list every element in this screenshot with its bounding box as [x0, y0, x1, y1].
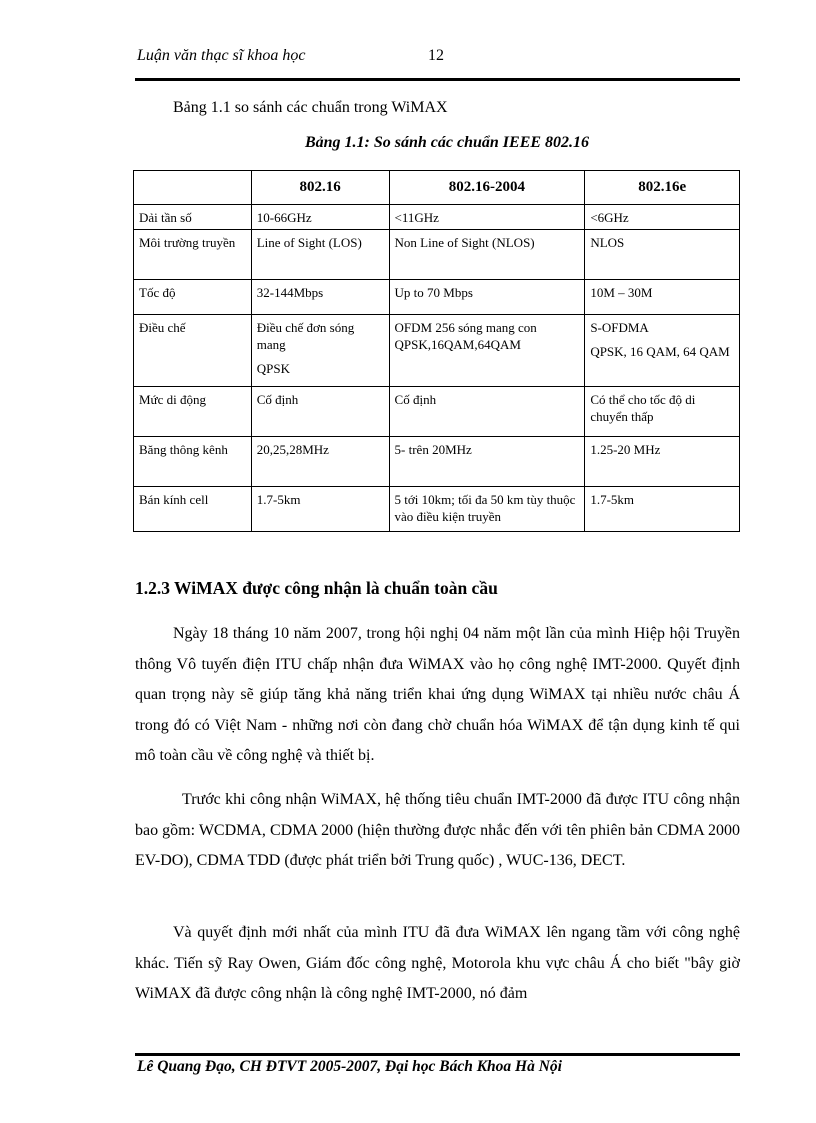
comparison-table: [133, 170, 740, 532]
table-row: [134, 387, 740, 437]
footer-divider: [135, 1053, 740, 1056]
table-header-row: [134, 171, 740, 205]
table-row: [134, 437, 740, 487]
table-cell: [251, 315, 389, 387]
table-cell: Băng thông kênh: [134, 437, 252, 487]
section-heading: 1.2.3 WiMAX được công nhận là chuẩn toàn cầu: [135, 578, 498, 598]
table-cell: Cố định: [389, 387, 585, 437]
table-cell: [585, 315, 740, 387]
table-cell: 32-144Mbps: [251, 280, 389, 315]
table-cell: Có thể cho tốc độ di chuyển thấp: [585, 387, 740, 437]
table-cell: 20,25,28MHz: [251, 437, 389, 487]
table-cell: 1.7-5km: [585, 487, 740, 532]
table-row: [134, 315, 740, 387]
table-cell: 5- trên 20MHz: [389, 437, 585, 487]
table-cell: Bán kính cell: [134, 487, 252, 532]
footer-text: Lê Quang Đạo, CH ĐTVT 2005-2007, Đại học Bách Khoa Hà Nội: [137, 1058, 562, 1075]
cell-line: Điều chế đơn sóng mang: [256, 320, 355, 352]
table-caption-plain: Bảng 1.1 so sánh các chuẩn trong WiMAX: [173, 99, 448, 116]
table-header-cell: [134, 171, 252, 205]
table-cell: Up to 70 Mbps: [389, 280, 585, 315]
table-cell: OFDM 256 sóng mang con QPSK,16QAM,64QAM: [389, 315, 585, 387]
cell-line: QPSK: [256, 361, 290, 376]
cell-line: S-OFDMA: [590, 320, 649, 335]
page-number: 12: [428, 47, 444, 64]
table-cell: Dải tần số: [134, 205, 252, 230]
table-cell: 10M – 30M: [585, 280, 740, 315]
table-header-cell: 802.16e: [585, 171, 740, 205]
paragraph: Trước khi công nhận WiMAX, hệ thống tiêu chuẩn IMT-2000 đã được ITU công nhận bao gồm: WCDMA, CDMA 2000 (hiện thường được nhắc đến với tên phiên bản CDMA 2000 EV-DO), CDMA TDD (được phát triển bởi Trung quốc) , WUC-136, DECT.: [135, 791, 740, 869]
table-cell: 5 tới 10km; tối đa 50 km tùy thuộc vào điều kiện truyền: [389, 487, 585, 532]
table-header-cell: 802.16: [251, 171, 389, 205]
table-cell: 10-66GHz: [251, 205, 389, 230]
table-row: [134, 230, 740, 280]
cell-line: QPSK, 16 QAM, 64 QAM: [590, 344, 730, 359]
table-cell: 1.7-5km: [251, 487, 389, 532]
paragraph: Và quyết định mới nhất của mình ITU đã đưa WiMAX lên ngang tầm với công nghệ khác. Tiến sỹ Ray Owen, Giám đốc công nghệ, Motorola khu vực châu Á cho biết "bây giờ WiMAX đã được công nhận là công nghệ IMT-2000, nó đảm: [135, 924, 740, 1002]
table-cell: <6GHz: [585, 205, 740, 230]
table-cell: Non Line of Sight (NLOS): [389, 230, 585, 280]
table-cell: 1.25-20 MHz: [585, 437, 740, 487]
table-row: [134, 487, 740, 532]
table-cell: Cố định: [251, 387, 389, 437]
table-cell: Mức di động: [134, 387, 252, 437]
table-cell: Tốc độ: [134, 280, 252, 315]
table-cell: Line of Sight (LOS): [251, 230, 389, 280]
table-row: [134, 280, 740, 315]
table-header-cell: 802.16-2004: [389, 171, 585, 205]
table-cell: NLOS: [585, 230, 740, 280]
table-caption: Bảng 1.1: So sánh các chuẩn IEEE 802.16: [304, 134, 590, 151]
table-row: [134, 205, 740, 230]
table-cell: <11GHz: [389, 205, 585, 230]
paragraph: Ngày 18 tháng 10 năm 2007, trong hội nghị 04 năm một lần của mình Hiệp hội Truyền thông Vô tuyến điện ITU chấp nhận đưa WiMAX vào họ công nghệ IMT-2000. Quyết định quan trọng này sẽ giúp tăng khả năng triển khai ứng dụng WiMAX tại nhiều nước châu Á trong đó có Việt Nam - những nơi còn đang chờ chuẩn hóa WiMAX để tận dụng kinh tế qui mô toàn cầu về công nghệ và thiết bị.: [135, 625, 740, 764]
table-cell: Điều chế: [134, 315, 252, 387]
header-divider: [135, 78, 740, 81]
header-title: Luận văn thạc sĩ khoa học: [137, 47, 306, 64]
table-cell: Môi trường truyền: [134, 230, 252, 280]
